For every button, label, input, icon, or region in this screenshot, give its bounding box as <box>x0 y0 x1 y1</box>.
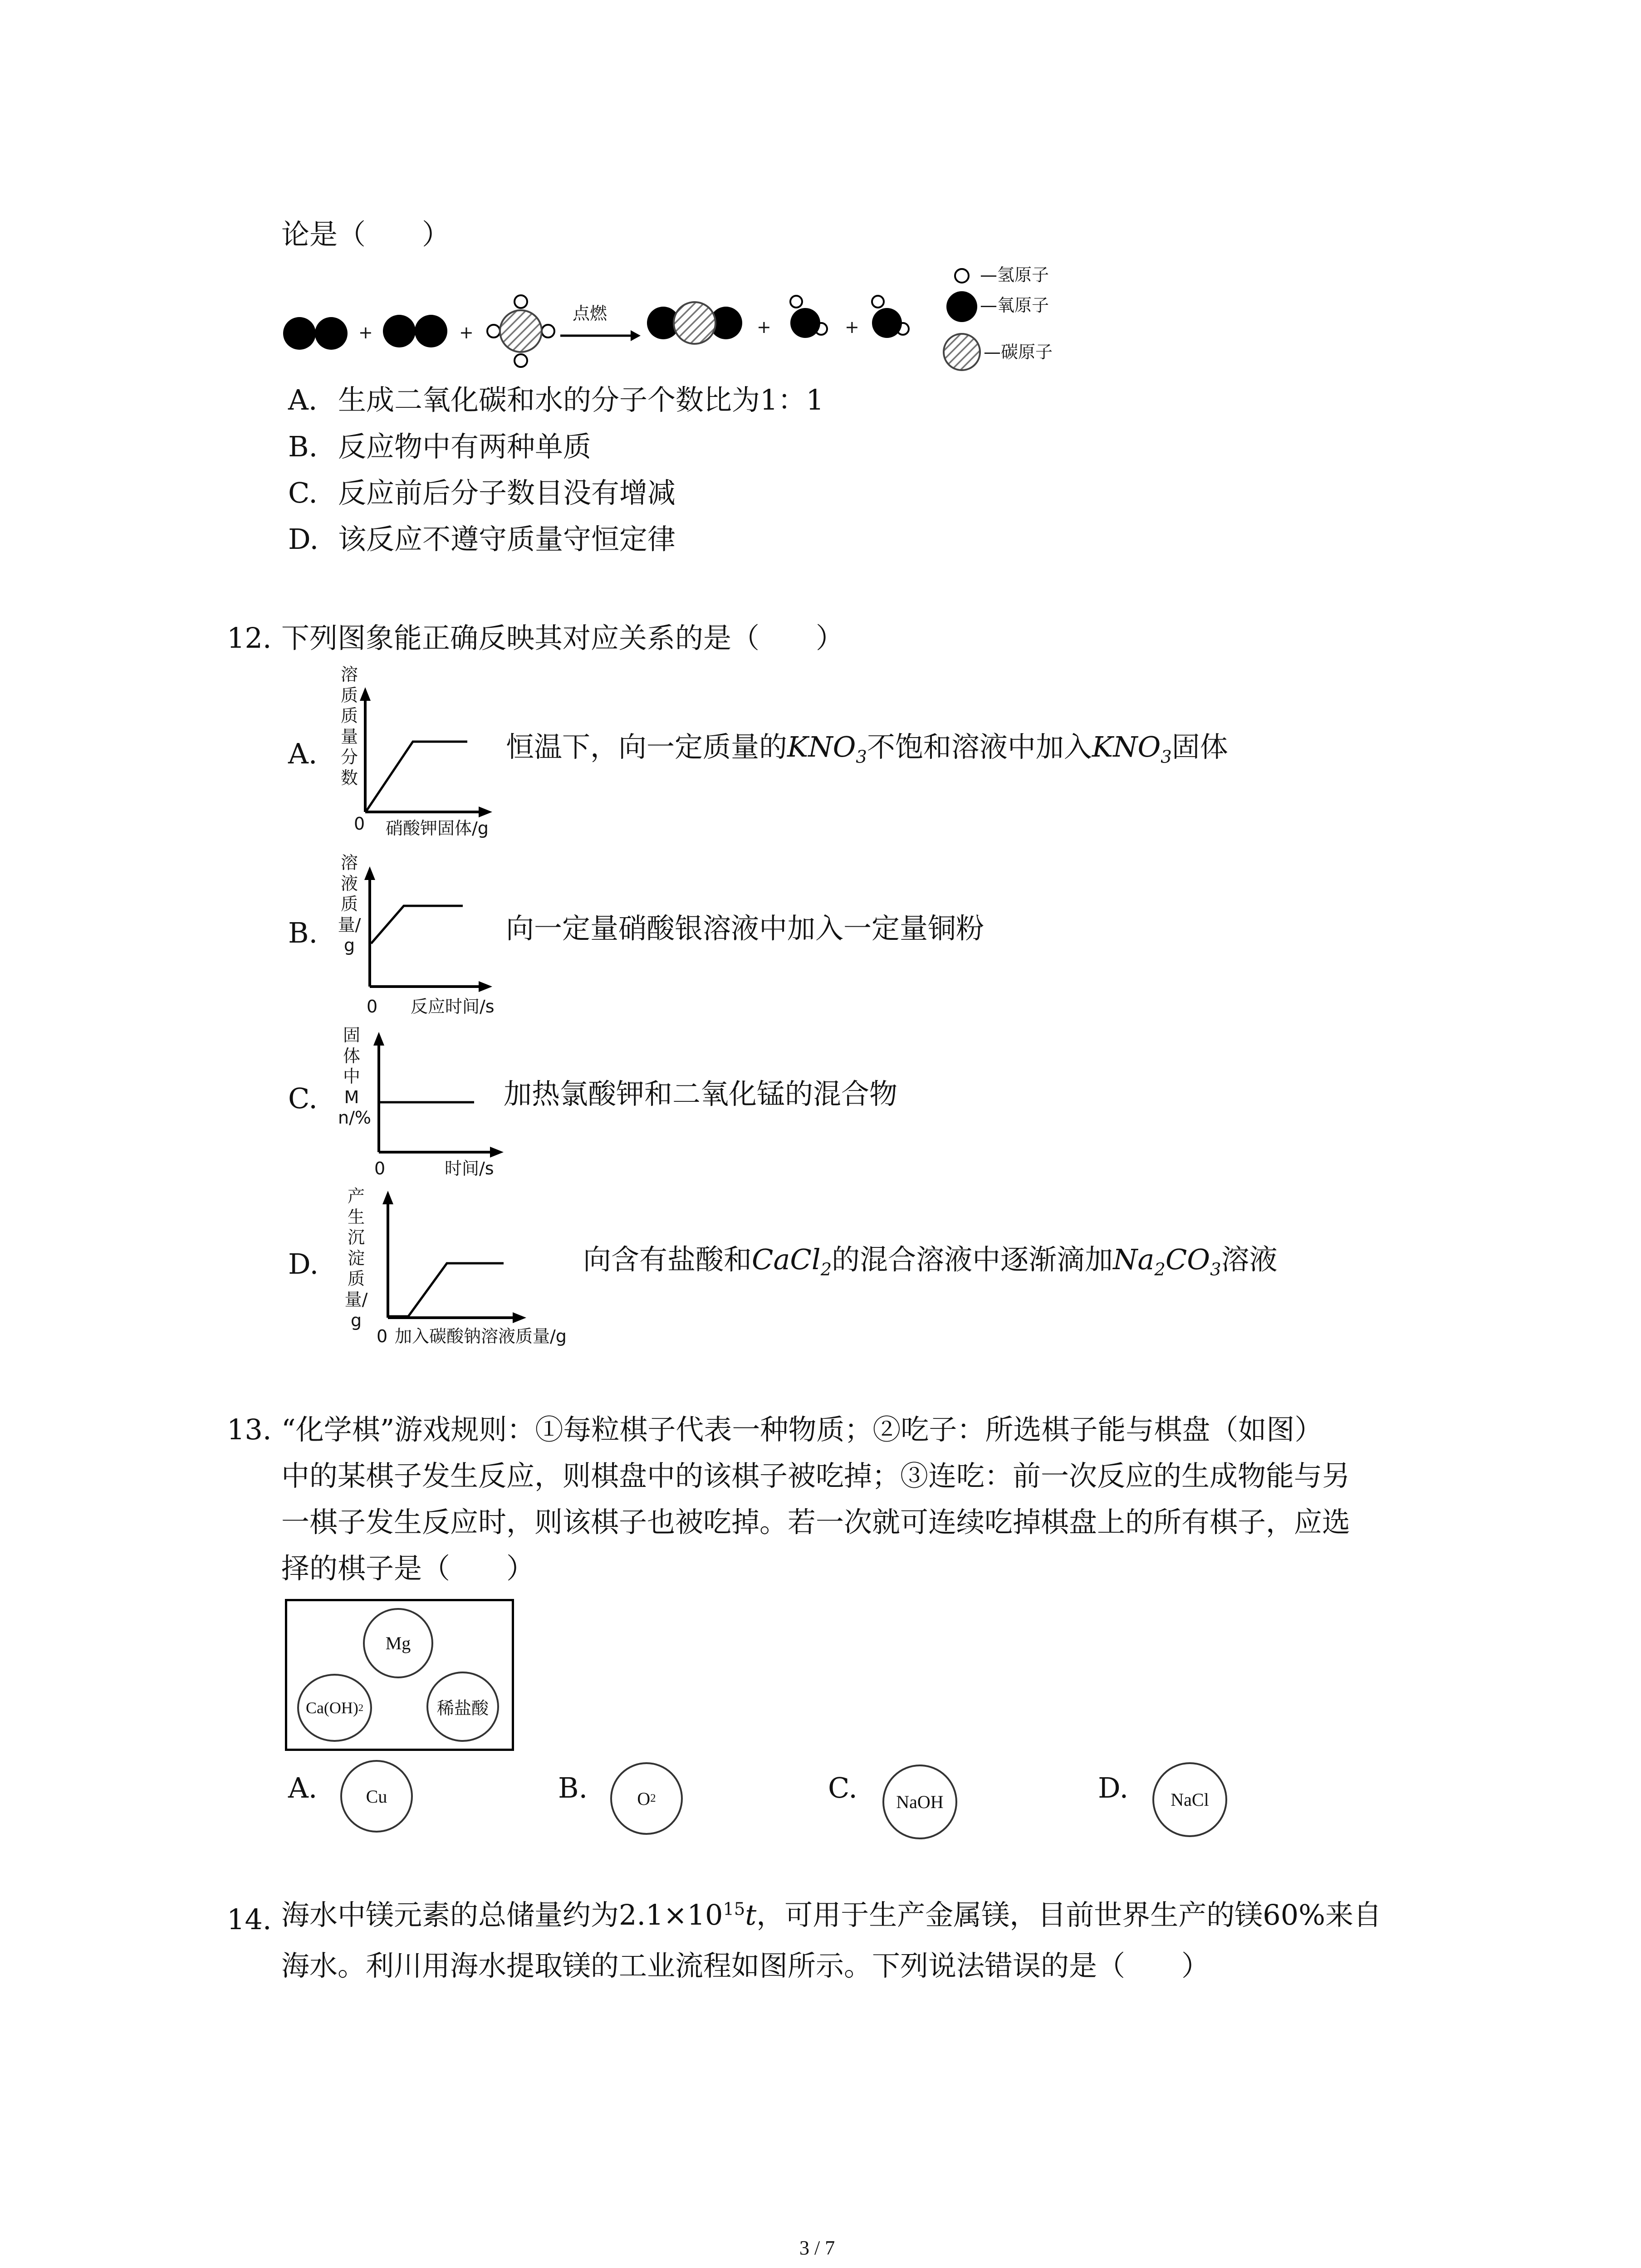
legend-oxygen: —氧原子 <box>980 295 1049 315</box>
q13-option-d-label: D. <box>1098 1771 1129 1804</box>
graph-a-ylabel: 溶质质量分数 <box>340 665 358 788</box>
q14-number: 14. <box>227 1903 272 1936</box>
q12-number: 12. <box>227 621 272 655</box>
plus-sign-3: + <box>757 317 771 337</box>
q14-line-2: 海水。利川用海水提取镁的工业流程如图所示。下列说法错误的是（ ） <box>281 1949 1210 1982</box>
graph-a-xlabel: 硝酸钾固体/g <box>386 818 489 838</box>
q12-option-d-label: D. <box>288 1247 319 1281</box>
graph-b <box>364 866 492 992</box>
q12-stem: 下列图象能正确反映其对应关系的是（ ） <box>281 621 844 655</box>
graph-a-origin: 0 <box>354 814 365 834</box>
q13-number: 13. <box>227 1413 272 1446</box>
graph-c-ylabel: 固体中Mn/% <box>338 1025 371 1128</box>
q13-option-a-label: A. <box>288 1771 318 1804</box>
option-piece-o2: O 2 <box>610 1762 683 1835</box>
graph-c <box>373 1032 504 1158</box>
q14-line-1: 海水中镁元素的总储量约为$2.1\times 10^{15}t$，可用于生产金属镁，目前世界生产的镁60%来自 <box>281 1898 1382 1931</box>
q13-option-b-label: B. <box>558 1771 588 1804</box>
q12-option-c-label: C. <box>288 1082 318 1115</box>
plus-sign-2: + <box>459 323 474 342</box>
q12-option-c-desc: 加热氯酸钾和二氧化锰的混合物 <box>504 1077 898 1110</box>
ignite-label: 点燃 <box>573 303 607 323</box>
graph-a <box>360 687 492 817</box>
board-piece-caoh2: Ca(OH) 2 <box>297 1674 372 1742</box>
q13-line-3: 一棋子发生反应时，则该棋子也被吃掉。若一次就可连续吃掉棋盘上的所有棋子，应选 <box>281 1505 1351 1539</box>
plus-sign-1: + <box>358 323 373 342</box>
graph-b-origin: 0 <box>367 997 378 1017</box>
graph-c-xlabel: 时间/s <box>445 1158 494 1178</box>
board-piece-mg: Mg <box>363 1608 433 1678</box>
q13-line-1: “化学棋”游戏规则：①每粒棋子代表一种物质；②吃子：所选棋子能与棋盘（如图） <box>281 1413 1323 1446</box>
q12-option-d-desc: 向含有盐酸和CaCl$_2$的混合溶液中逐渐滴加$Na_2CO_3$溶液 <box>583 1243 1278 1280</box>
graph-d-ylabel: 产生沉淀质量/g <box>344 1186 368 1330</box>
q13-line-2: 中的某棋子发生反应，则棋盘中的该棋子被吃掉；③连吃：前一次反应的生成物能与另 <box>281 1459 1351 1492</box>
option-piece-naoh: NaOH <box>882 1765 957 1839</box>
q13-line-4: 择的棋子是（ ） <box>281 1552 535 1585</box>
page-number: 3 / 7 <box>799 2237 835 2259</box>
legend-hydrogen: —氢原子 <box>980 265 1049 285</box>
graph-d <box>382 1191 526 1323</box>
q12-option-b-desc: 向一定量硝酸银溶液中加入一定量铜粉 <box>506 912 985 945</box>
option-piece-cu: Cu <box>340 1760 413 1833</box>
graph-b-ylabel: 溶液质量/g <box>338 853 361 956</box>
board-piece-hcl: 稀盐酸 <box>426 1672 499 1742</box>
q12-option-a-label: A. <box>288 737 318 770</box>
q12-option-a-desc: 恒温下，向一定质量的$KNO_3$不饱和溶液中加入$KNO_3$固体 <box>506 730 1228 767</box>
legend-carbon: —碳原子 <box>984 342 1053 362</box>
plus-sign-4: + <box>845 317 859 337</box>
graph-d-xlabel: 加入碳酸钠溶液质量/g <box>395 1326 567 1346</box>
graph-b-xlabel: 反应时间/s <box>411 997 495 1017</box>
q11-stem-tail: 论是（ ） <box>281 218 451 251</box>
q12-option-b-label: B. <box>288 916 318 949</box>
q13-option-c-label: C. <box>828 1771 857 1804</box>
graph-d-origin: 0 <box>377 1326 388 1346</box>
graph-c-origin: 0 <box>374 1158 386 1178</box>
option-piece-nacl: NaCl <box>1152 1762 1227 1837</box>
